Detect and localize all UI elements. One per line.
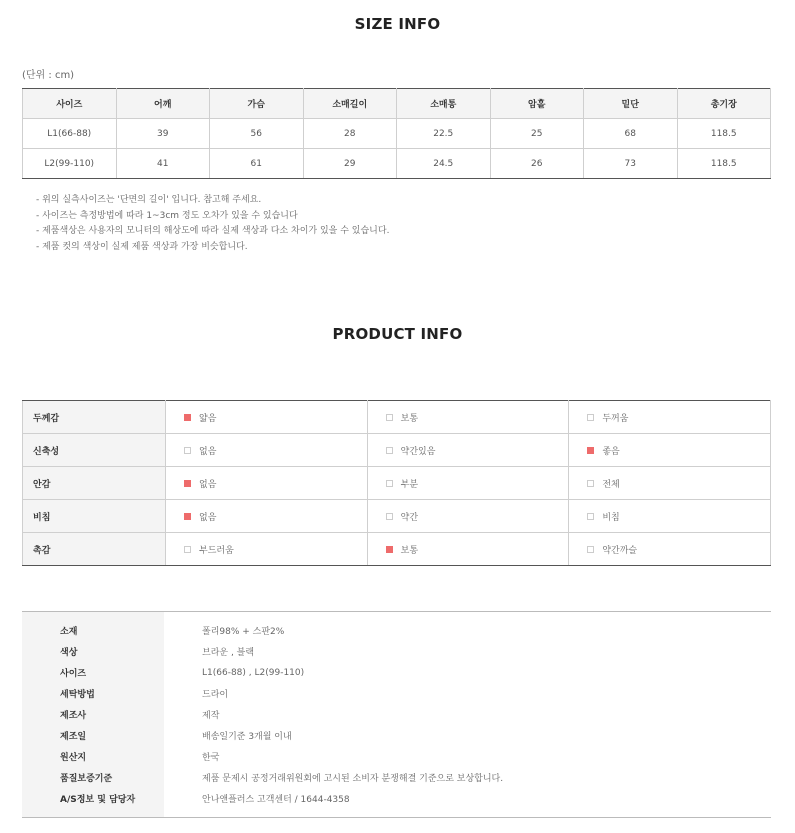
checkbox-icon [587, 414, 594, 421]
table-cell: 39 [116, 119, 210, 149]
table-cell: 73 [584, 149, 678, 179]
detail-key: 제조사 [22, 704, 164, 725]
checkbox-icon [587, 513, 594, 520]
unit-note: (단위 : cm) [22, 70, 75, 81]
detail-key: 세탁방법 [22, 683, 164, 704]
detail-key: 사이즈 [22, 662, 164, 683]
table-row [23, 500, 771, 533]
table-cell: 25 [490, 119, 584, 149]
checkbox-icon [184, 447, 191, 454]
checkbox-icon [386, 447, 393, 454]
table-row [22, 612, 771, 642]
option-label: 비침 [602, 512, 620, 523]
table-row [22, 788, 771, 818]
option-label: 보통 [400, 413, 419, 424]
option-cell [569, 467, 771, 500]
option-label: 좋음 [602, 446, 620, 457]
checkbox-icon [386, 480, 393, 487]
attribute-label: 촉감 [23, 533, 166, 566]
table-row [22, 704, 771, 725]
checkbox-icon [386, 414, 393, 421]
size-table-header: 밑단 [584, 89, 678, 119]
detail-key: 제조일 [22, 725, 164, 746]
checkbox-icon [587, 546, 594, 553]
option-cell [367, 434, 569, 467]
checkbox-icon [184, 414, 191, 421]
option-label: 없음 [199, 512, 217, 523]
table-cell: L1(66-88) [23, 119, 117, 149]
note-line: - 제품색상은 사용자의 모니터의 해상도에 따라 실제 색상과 다소 차이가 있을 수 있습니다. [36, 226, 390, 236]
detail-value: L1(66-88) , L2(99-110) [202, 667, 305, 678]
option-label: 없음 [199, 479, 217, 490]
size-table-header: 소매통 [397, 89, 491, 119]
detail-key: 소재 [22, 612, 164, 642]
size-notes [36, 193, 389, 255]
option-label: 전체 [602, 479, 620, 490]
option-label: 부드러움 [199, 545, 234, 556]
table-row [23, 401, 771, 434]
table-cell: 68 [584, 119, 678, 149]
option-cell [166, 401, 368, 434]
option-cell [367, 401, 569, 434]
table-cell: L2(99-110) [23, 149, 117, 179]
option-cell [166, 434, 368, 467]
product-info-table [22, 400, 771, 566]
table-cell: 118.5 [677, 119, 771, 149]
checkbox-icon [587, 447, 594, 454]
size-table-header: 암홀 [490, 89, 584, 119]
table-cell: 26 [490, 149, 584, 179]
table-row [22, 662, 771, 683]
note-line: - 제품 컷의 색상이 실제 제품 색상과 가장 비슷합니다. [36, 241, 248, 252]
table-row [23, 119, 771, 149]
detail-value: 한국 [202, 753, 220, 763]
table-row [23, 434, 771, 467]
option-cell [569, 434, 771, 467]
option-label: 부분 [400, 479, 419, 490]
table-row [23, 533, 771, 566]
option-label: 두꺼움 [602, 413, 629, 424]
attribute-label: 신축성 [23, 434, 166, 467]
size-table-header-row [23, 89, 771, 119]
table-row [22, 683, 771, 704]
option-label: 약간 [400, 512, 419, 523]
option-cell [166, 533, 368, 566]
detail-value: 제작 [202, 711, 220, 721]
detail-key: 원산지 [22, 746, 164, 767]
table-cell: 118.5 [677, 149, 771, 179]
table-row [22, 725, 771, 746]
note-line: - 사이즈는 측정방법에 따라 1~3cm 정도 오차가 있을 수 있습니다 [36, 210, 298, 221]
detail-key: 품질보증기준 [22, 767, 164, 788]
table-row [22, 767, 771, 788]
size-table-header: 사이즈 [23, 89, 117, 119]
attribute-label: 비침 [23, 500, 166, 533]
table-row [23, 149, 771, 179]
size-table [22, 88, 771, 179]
option-label: 약간까슬 [602, 545, 638, 556]
size-table-header: 총기장 [677, 89, 771, 119]
checkbox-icon [184, 513, 191, 520]
option-cell [569, 500, 771, 533]
option-label: 얇음 [199, 413, 217, 424]
attribute-label: 두께감 [23, 401, 166, 434]
option-cell [367, 533, 569, 566]
checkbox-icon [587, 480, 594, 487]
option-label: 약간있음 [400, 446, 436, 457]
table-cell: 41 [116, 149, 210, 179]
size-table-header: 가슴 [210, 89, 304, 119]
detail-value: 제품 문제시 공정거래위원회에 고시된 소비자 분쟁해결 기준으로 보상합니다. [202, 774, 504, 784]
table-cell: 28 [303, 119, 397, 149]
option-label: 보통 [400, 545, 419, 556]
option-label: 없음 [199, 446, 217, 457]
option-cell [367, 500, 569, 533]
detail-value: 드라이 [202, 690, 229, 700]
table-cell: 24.5 [397, 149, 491, 179]
option-cell [166, 467, 368, 500]
checkbox-icon [184, 480, 191, 487]
option-cell [166, 500, 368, 533]
table-row [22, 641, 771, 662]
detail-value: 배송일기준 3개월 이내 [202, 732, 292, 742]
checkbox-icon [386, 513, 393, 520]
product-info-title: PRODUCT INFO [332, 325, 463, 343]
table-row [23, 467, 771, 500]
note-line: - 위의 실측사이즈는 '단면의 길이' 입니다. 참고해 주세요. [36, 195, 262, 205]
size-info-title: SIZE INFO [354, 15, 441, 33]
size-table-header: 어깨 [116, 89, 210, 119]
detail-key: A/S정보 및 담당자 [22, 788, 164, 818]
table-row [22, 746, 771, 767]
table-cell: 29 [303, 149, 397, 179]
table-cell: 56 [210, 119, 304, 149]
detail-value: 안나앤플러스 고객센터 / 1644-4358 [164, 788, 771, 818]
table-cell: 61 [210, 149, 304, 179]
size-table-header: 소매길이 [303, 89, 397, 119]
option-cell [569, 533, 771, 566]
detail-key: 색상 [22, 641, 164, 662]
option-cell [569, 401, 771, 434]
product-detail-table [22, 611, 771, 818]
attribute-label: 안감 [23, 467, 166, 500]
checkbox-icon [386, 546, 393, 553]
detail-value: 브라운 , 블랙 [202, 648, 255, 658]
checkbox-icon [184, 546, 191, 553]
option-cell [367, 467, 569, 500]
detail-value: 폴리98% + 스판2% [164, 612, 771, 642]
table-cell: 22.5 [397, 119, 491, 149]
